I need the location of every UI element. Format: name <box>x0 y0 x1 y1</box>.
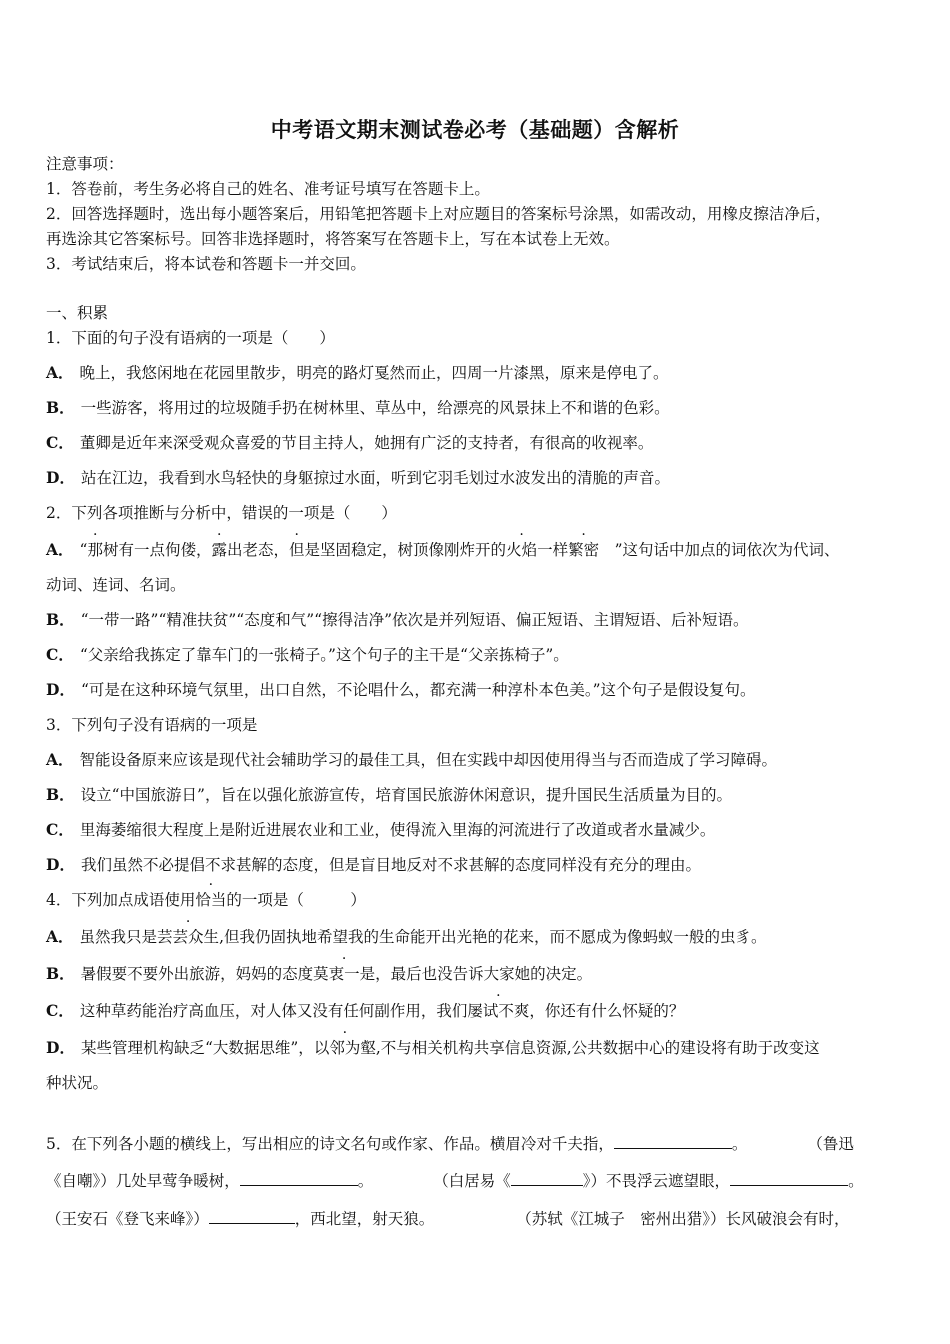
question-5-line-1 <box>46 1133 906 1155</box>
stem-text: ，西北望，射天狼。 <box>294 1210 435 1228</box>
option-text: ，你还有什么怀疑的？ <box>529 1002 685 1020</box>
notice-item: 1．答卷前，考生务必将自己的姓名、准考证号填写在答题卡上。 <box>46 180 490 198</box>
emphasized-word: 繁密 <box>568 541 600 559</box>
option-text: 站在江边，我看到水鸟轻快的身躯掠过水面，听到它羽毛划过水波发出的清脆的声音。 <box>80 469 670 487</box>
option-text: 我们虽然不必提倡不求甚解的态度，但是盲目地反对不求甚解的态度同样没有充分的理由。 <box>80 856 701 874</box>
question-2-option-d <box>46 679 906 701</box>
option-text: 虽然我只是 <box>79 928 158 946</box>
option-label-a: A． <box>46 750 74 769</box>
emphasized-idiom: 莫衷一是 <box>313 965 376 983</box>
option-text: “父亲给我拣定了靠车门的一张椅子。”这个句子的主干是“父亲拣椅子”。 <box>79 646 569 664</box>
option-text: 一些游客，将用过的垃圾随手扔在树林里、草丛中，给漂亮的风景抹上不和谐的色彩。 <box>80 399 670 417</box>
option-text: 树有一点佝偻， <box>102 541 212 559</box>
stem-text: （鲁迅 <box>807 1135 854 1153</box>
question-3-option-b <box>46 784 906 806</box>
question-5-line-3 <box>46 1208 906 1230</box>
stem-text: 。 <box>731 1135 748 1153</box>
option-label-c: C． <box>46 645 74 664</box>
option-label-d: D． <box>46 468 75 487</box>
option-text: 智能设备原来应该是现代社会辅助学习的最佳工具，但在实践中却因使用得当与否而造成了学习障碍。 <box>79 751 778 769</box>
option-text: 一样 <box>537 541 569 559</box>
emphasized-word: 恰当 <box>195 891 227 909</box>
stem-text: 《自嘲》）几处早莺争暖树， <box>46 1172 240 1190</box>
question-3-option-a <box>46 749 906 771</box>
emphasized-word: 露 <box>211 541 228 559</box>
option-text: 出老态， <box>227 541 290 559</box>
question-1-option-b <box>46 397 906 419</box>
option-label-a: A． <box>46 927 74 946</box>
page-title: 中考语文期末测试卷必考（基础题）含解析 <box>270 118 680 142</box>
option-text: 暑假要不要外出旅游，妈妈的态度 <box>80 965 314 983</box>
option-label-c: C． <box>46 820 74 839</box>
emphasized-word: 那 <box>87 541 103 559</box>
option-text: 设立“中国旅游日”，旨在以强化旅游宣传，培育国民旅游休闲意识，提升国民生活质量为目的。 <box>80 786 732 804</box>
question-2-option-b <box>46 609 906 631</box>
question-4-option-a <box>46 926 906 948</box>
stem-text: （白居易《 <box>433 1172 511 1190</box>
stem-text: 。 <box>357 1172 374 1190</box>
option-text: “一带一路”“精准扶贫”“态度和气”“擦得洁净”依次是并列短语、偏正短语、主谓短语、后补短语。 <box>80 611 749 629</box>
question-2-stem: 2．下列各项推断与分析中，错误的一项是（ ） <box>46 504 397 522</box>
question-4-option-b <box>46 963 906 985</box>
option-label-b: B． <box>46 785 75 804</box>
question-4-option-c <box>46 1000 906 1022</box>
question-3-option-d <box>46 854 906 876</box>
option-text: 是坚固稳定，树顶像刚炸开的 <box>304 541 507 559</box>
option-label-a: A． <box>46 540 74 559</box>
emphasized-idiom: 以邻为壑 <box>313 1039 376 1057</box>
answer-blank[interactable] <box>730 1171 848 1186</box>
stem-text: 4．下列加点成语使用 <box>46 891 196 909</box>
stem-text: （王安石《登飞来峰》） <box>46 1210 209 1228</box>
stem-text: 的一项是（ ） <box>226 891 366 909</box>
notice-item: 再选涂其它答案标号。回答非选择题时，将答案写在答题卡上，写在本试卷上无效。 <box>46 230 620 248</box>
stem-text: 。 <box>848 1172 864 1190</box>
option-label-d: D． <box>46 855 75 874</box>
option-text: ”这句话中加点的词依次为代词、 <box>599 541 840 559</box>
question-2-option-a-cont: 动词、连词、名词。 <box>46 576 186 594</box>
question-1-stem: 1．下面的句子没有语病的一项是（ ） <box>46 329 335 347</box>
stem-text: 》）不畏浮云遮望眼， <box>582 1172 731 1190</box>
stem-text: （苏轼《江城子 密州出猎》）长风破浪会有时， <box>516 1210 850 1228</box>
emphasized-word: 但 <box>289 541 305 559</box>
option-label-c: C． <box>46 1001 74 1020</box>
option-label-c: C． <box>46 433 74 452</box>
question-3-option-c <box>46 819 906 841</box>
option-label-a: A． <box>46 363 74 382</box>
stem-text: 5．在下列各小题的横线上，写出相应的诗文名句或作家、作品。横眉冷对千夫指， <box>46 1135 614 1153</box>
answer-blank[interactable] <box>614 1134 732 1149</box>
option-text: 晚上，我悠闲地在花园里散步，明亮的路灯戛然而止，四周一片漆黑，原来是停电了。 <box>79 364 669 382</box>
emphasized-idiom: 芸芸众生 <box>157 928 220 946</box>
option-label-d: D． <box>46 680 75 699</box>
option-text: 这种草药能治疗高血压，对人体又没有任何副作用，我们 <box>79 1002 468 1020</box>
notice-heading: 注意事项： <box>46 155 124 173</box>
option-label-b: B． <box>46 610 75 629</box>
emphasized-word: 火焰 <box>506 541 538 559</box>
question-2-option-a <box>46 539 906 561</box>
question-4-stem <box>46 889 906 911</box>
option-text: 某些管理机构缺乏“大数据思维”， <box>80 1039 314 1057</box>
question-1-option-c <box>46 432 906 454</box>
option-text: “ <box>79 541 88 559</box>
answer-blank[interactable] <box>209 1209 295 1224</box>
notice-item: 3．考试结束后，将本试卷和答题卡一并交回。 <box>46 255 366 273</box>
option-text: ,不与相关机构共享信息资源,公共数据中心的建设将有助于改变这 <box>375 1039 820 1057</box>
question-1-option-d <box>46 467 906 489</box>
question-5-line-2 <box>46 1170 906 1192</box>
option-text: 里海萎缩很大程度上是附近进展农业和工业，使得流入里海的河流进行了改道或者水量减少。 <box>79 821 716 839</box>
option-text: ,但我仍固执地希望我的生命能开出光艳的花来，而不愿成为像蚂蚁一般的虫豸。 <box>219 928 767 946</box>
answer-blank[interactable] <box>511 1171 583 1186</box>
emphasized-idiom: 屡试不爽 <box>467 1002 530 1020</box>
option-text: “可是在这种环境气氛里，出口自然，不论唱什么，都充满一种淳朴本色美。”这个句子是假设复句。 <box>80 681 756 699</box>
question-4-option-d <box>46 1037 906 1059</box>
section-heading: 一、积累 <box>46 304 109 322</box>
notice-item: 2．回答选择题时，选出每小题答案后，用铅笔把答题卡上对应题目的答案标号涂黑，如需改动，用橡皮擦洁净后， <box>46 205 831 223</box>
option-label-b: B． <box>46 964 75 983</box>
answer-blank[interactable] <box>240 1171 358 1186</box>
option-label-b: B． <box>46 398 75 417</box>
question-4-option-d-cont: 种状况。 <box>46 1074 109 1092</box>
question-1-option-a <box>46 362 906 384</box>
option-text: 董卿是近年来深受观众喜爱的节目主持人，她拥有广泛的支持者，有很高的收视率。 <box>79 434 654 452</box>
option-text: ，最后也没告诉大家她的决定。 <box>375 965 593 983</box>
question-3-stem: 3．下列句子没有语病的一项是 <box>46 716 258 734</box>
question-2-option-c <box>46 644 906 666</box>
option-label-d: D． <box>46 1038 75 1057</box>
